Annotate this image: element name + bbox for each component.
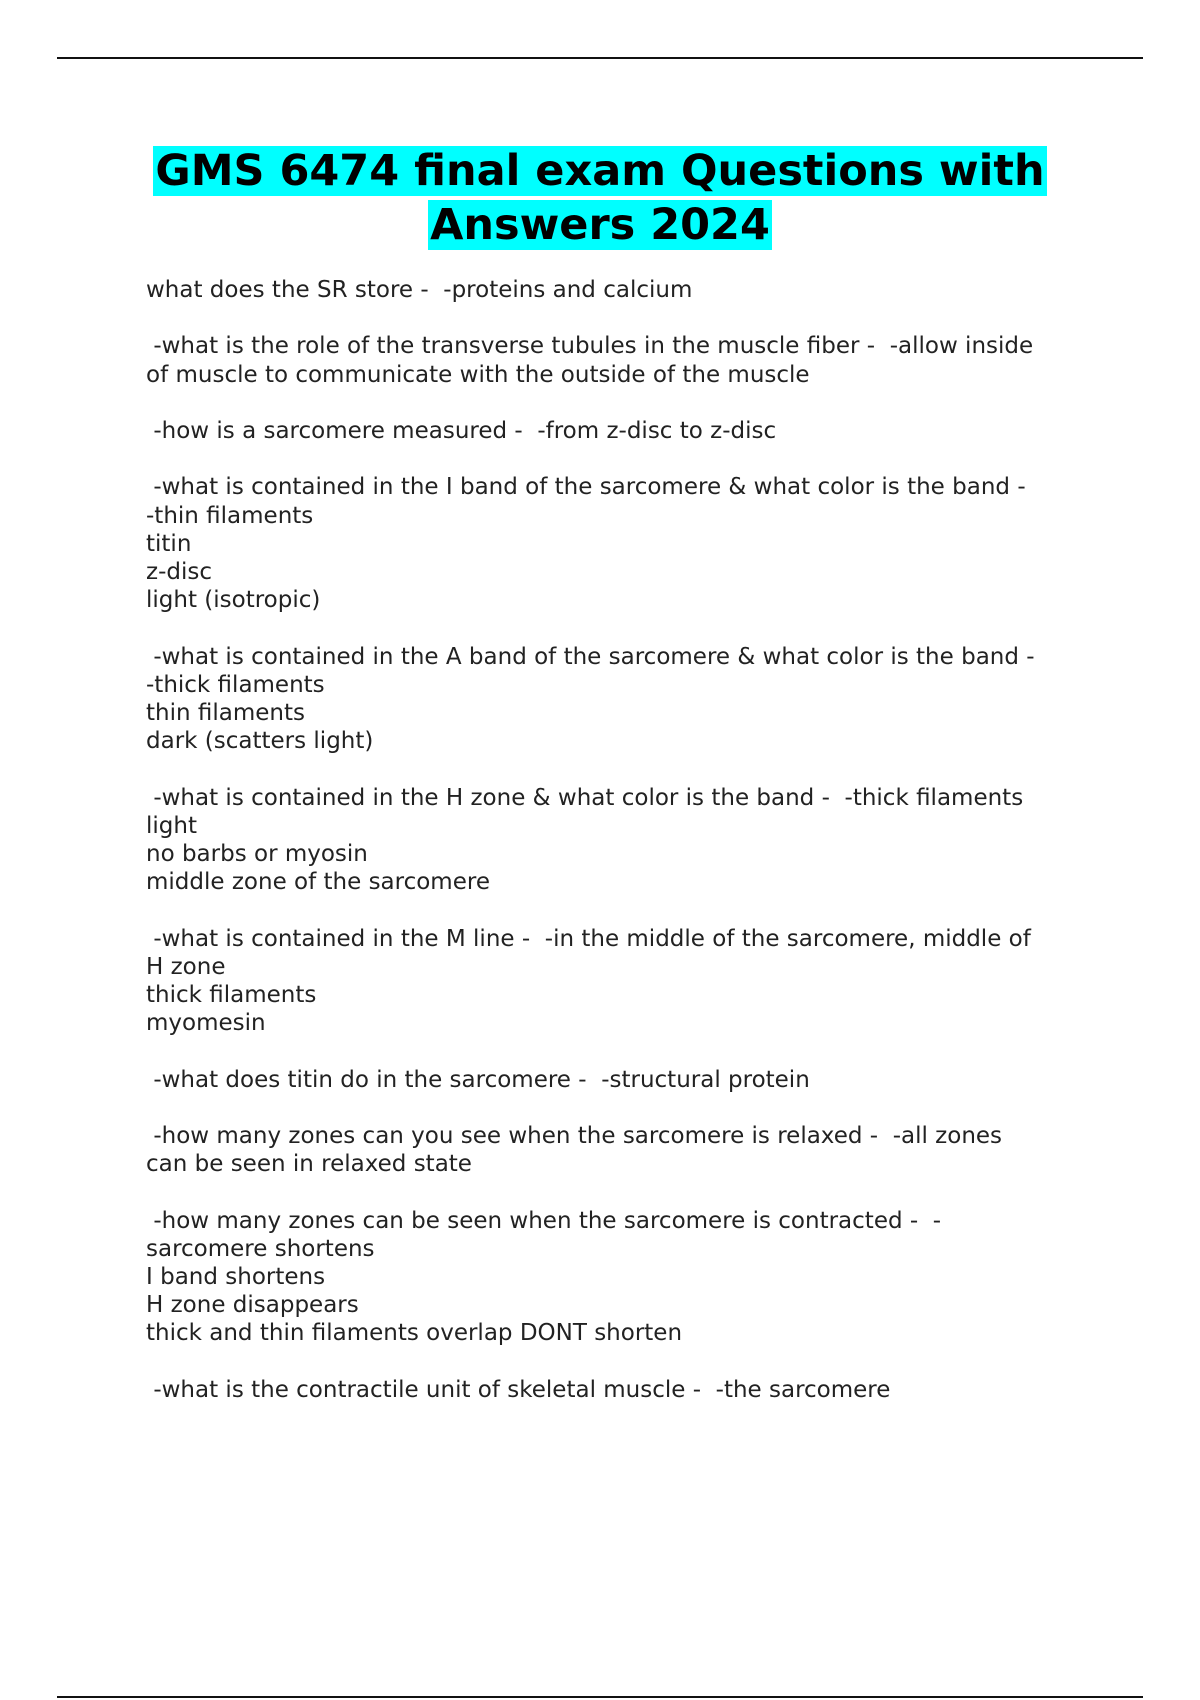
answer-line: myomesin bbox=[146, 1010, 266, 1037]
question-text: -how many zones can you see when the sarcomere is relaxed - -all zones bbox=[146, 1122, 1003, 1149]
answer-line: light bbox=[146, 812, 197, 839]
title-line-1: GMS 6474 final exam Questions with bbox=[155, 146, 1045, 196]
answer-line: thin filaments bbox=[146, 699, 305, 726]
answer-line: no barbs or myosin bbox=[146, 840, 368, 867]
qa-item bbox=[146, 1376, 1086, 1404]
document-title bbox=[100, 144, 1100, 252]
qa-item bbox=[146, 925, 1086, 1038]
qa-item bbox=[146, 1122, 1086, 1178]
answer-line: can be seen in relaxed state bbox=[146, 1151, 472, 1178]
question-text: -what is the role of the transverse tubules in the muscle fiber - -allow inside bbox=[146, 333, 1034, 360]
top-rule bbox=[57, 57, 1143, 59]
question-text: -what is contained in the M line - -in the middle of the sarcomere, middle of bbox=[146, 925, 1031, 952]
question-text: what does the SR store - -proteins and calcium bbox=[146, 277, 693, 303]
question-text: -what is the contractile unit of skeletal muscle - -the sarcomere bbox=[146, 1376, 891, 1403]
answer-line: thick and thin filaments overlap DONT shorten bbox=[146, 1320, 683, 1347]
question-text: -what is contained in the A band of the sarcomere & what color is the band - bbox=[146, 643, 1035, 670]
bottom-rule bbox=[57, 1696, 1143, 1698]
answer-line: -thick filaments bbox=[146, 671, 325, 698]
question-text: -what is contained in the H zone & what color is the band - -thick filaments bbox=[146, 784, 1024, 811]
qa-list bbox=[146, 276, 1086, 1432]
qa-item bbox=[146, 473, 1086, 614]
answer-line: of muscle to communicate with the outside of the muscle bbox=[146, 361, 810, 388]
question-text: -what does titin do in the sarcomere - -structural protein bbox=[146, 1066, 810, 1093]
qa-item bbox=[146, 332, 1086, 388]
answer-line: I band shortens bbox=[146, 1263, 326, 1290]
answer-line: H zone bbox=[146, 953, 226, 980]
answer-line: -thin filaments bbox=[146, 502, 314, 529]
question-text: -how is a sarcomere measured - -from z-disc to z-disc bbox=[146, 417, 777, 444]
answer-line: sarcomere shortens bbox=[146, 1235, 375, 1262]
qa-item bbox=[146, 784, 1086, 897]
question-text: -what is contained in the I band of the sarcomere & what color is the band - bbox=[146, 474, 1026, 501]
title-line-2: Answers 2024 bbox=[430, 200, 770, 250]
question-text: -how many zones can be seen when the sarcomere is contracted - - bbox=[146, 1207, 942, 1234]
answer-line: middle zone of the sarcomere bbox=[146, 869, 490, 896]
answer-line: H zone disappears bbox=[146, 1292, 359, 1319]
answer-line: light (isotropic) bbox=[146, 587, 321, 614]
answer-line: z-disc bbox=[146, 558, 212, 585]
qa-item bbox=[146, 1207, 1086, 1348]
answer-line: titin bbox=[146, 530, 192, 557]
qa-item bbox=[146, 1066, 1086, 1094]
qa-item bbox=[146, 276, 1086, 304]
answer-line: thick filaments bbox=[146, 981, 317, 1008]
answer-line: dark (scatters light) bbox=[146, 728, 374, 755]
qa-item bbox=[146, 417, 1086, 445]
qa-item bbox=[146, 643, 1086, 756]
